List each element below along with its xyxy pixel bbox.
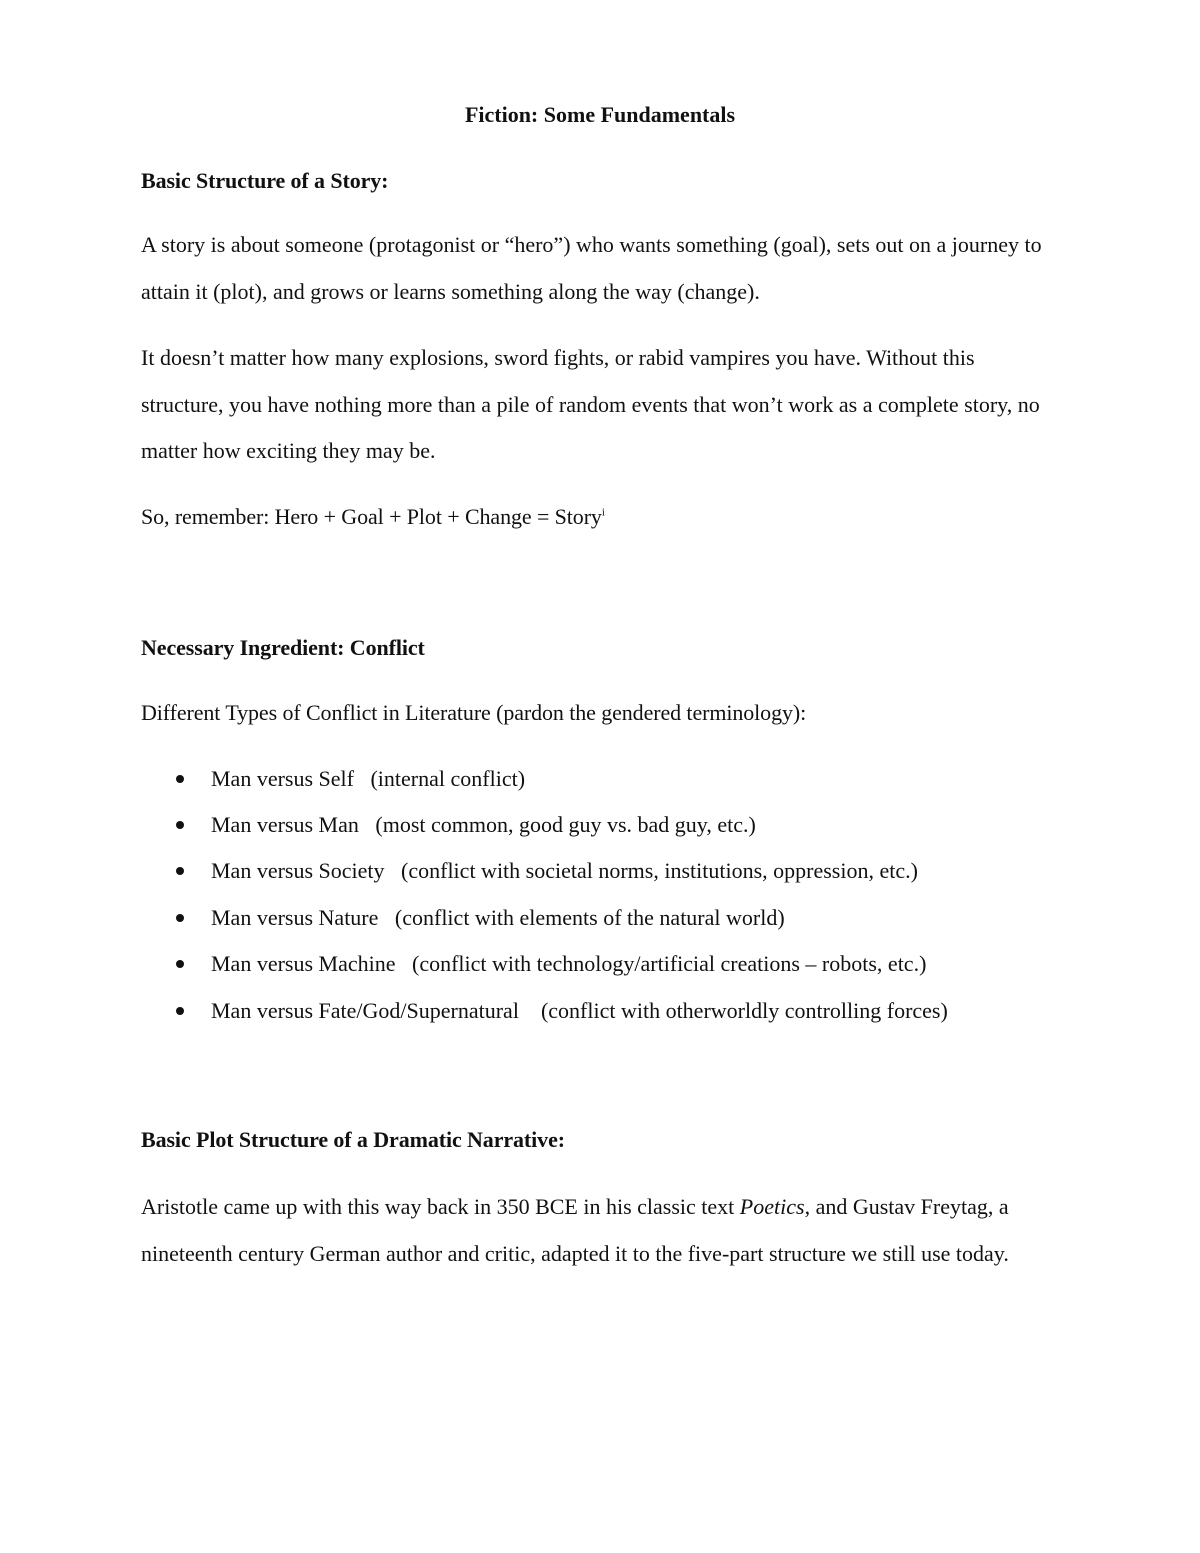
bullet-icon [176,867,184,875]
conflict-type: Man versus Nature [211,905,379,930]
bullet-icon [176,960,184,968]
conflict-description: (conflict with otherworldly controlling forces) [540,998,948,1023]
conflict-description: (internal conflict) [370,766,526,791]
paragraph-aristotle-freytag [141,1184,1061,1277]
paragraph-structure-importance: It doesn’t matter how many explosions, sword fights, or rabid vampires you have. Without this structure, you have nothing more than a pile of random events that won’t work as a complete story, no matter how exciting they may be. [141,345,1040,463]
bullet-icon [176,914,184,922]
conflict-type: Man versus Machine [211,951,396,976]
document-title: Fiction: Some Fundamentals [464,102,736,127]
conflict-description: (most common, good guy vs. bad guy, etc.) [375,812,756,837]
conflict-intro: Different Types of Conflict in Literature (pardon the gendered terminology): [141,700,807,725]
conflict-type: Man versus Society [211,858,385,883]
conflict-type: Man versus Self [211,766,354,791]
bullet-icon [176,1007,184,1015]
conflict-description: (conflict with societal norms, institutions, oppression, etc.) [401,858,918,883]
section-heading-plot-structure: Basic Plot Structure of a Dramatic Narrative: [141,1127,565,1152]
conflict-description: (conflict with elements of the natural world) [394,905,785,930]
section-heading-story-structure: Basic Structure of a Story: [141,168,389,193]
paragraph-story-definition: A story is about someone (protagonist or “hero”) who wants something (goal), sets out on a journey to attain it (plot), and grows or learns something along the way (change). [141,232,1042,304]
paragraph-text-after: , and Gustav Freytag, a nineteenth century German author and critic, adapted it to the five-part structure we still use today. [141,1194,1009,1266]
paragraph-text-before: Aristotle came up with this way back in 350 BCE in his classic text [141,1194,740,1219]
book-title-poetics: Poetics [739,1194,805,1219]
bullet-icon [176,775,184,783]
conflict-type: Man versus Fate/God/Supernatural [211,998,519,1023]
footnote-marker[interactable]: i [601,506,605,519]
conflict-description: (conflict with technology/artificial creations – robots, etc.) [412,951,927,976]
bullet-icon [176,821,184,829]
story-formula-text: So, remember: Hero + Goal + Plot + Change = Story [141,504,602,529]
conflict-type: Man versus Man [211,812,359,837]
section-heading-conflict: Necessary Ingredient: Conflict [141,635,425,660]
story-formula [141,494,605,540]
